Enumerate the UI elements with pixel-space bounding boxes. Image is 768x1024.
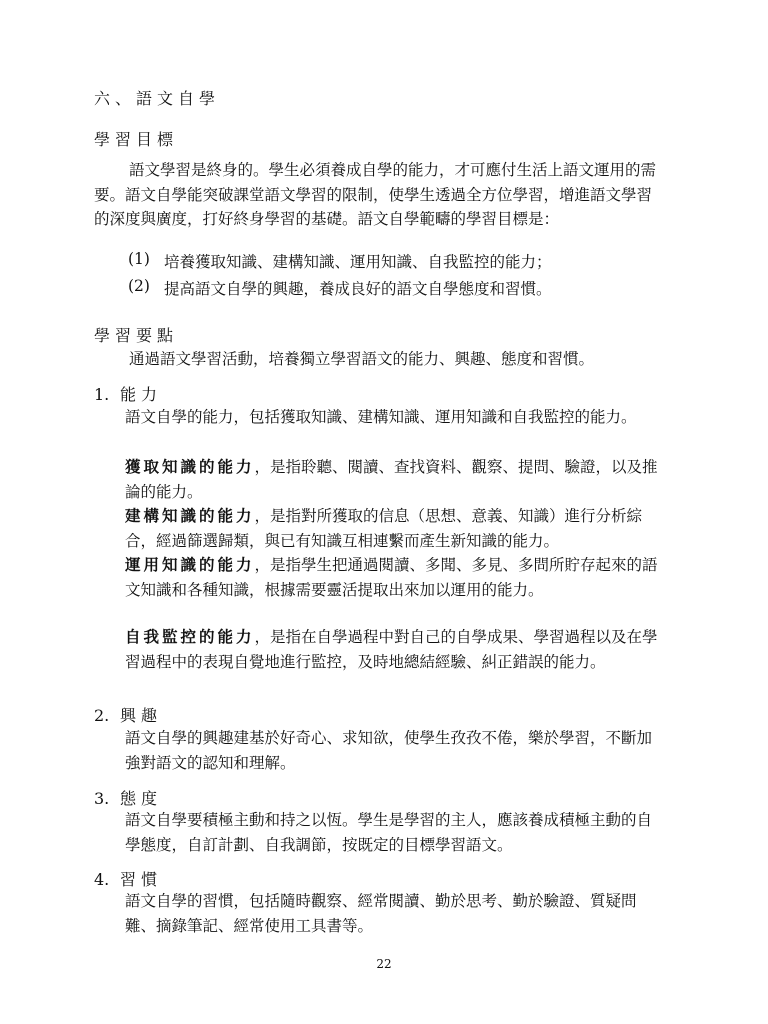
interest-heading (94, 703, 162, 726)
goal-item-number: (1) (128, 250, 150, 268)
interest-title: 興趣 (120, 706, 163, 725)
self-monitor-text: ，是指在自學過程中對自己的自學成果、學習過程以及在學習過程中的表現自覺地進行監控，及時地總結經驗、糾正錯誤的能力。 (125, 628, 658, 671)
attitude-number: 3. (94, 789, 110, 808)
apply-knowledge-text: ，是指學生把通過閱讀、多聞、多見、多問所貯存起來的語文知識和各種知識，根據需要靈活提取出來加以運用的能力。 (125, 556, 658, 599)
self-monitor-paragraph (125, 625, 665, 674)
page-number: 22 (376, 957, 392, 971)
apply-knowledge-paragraph (125, 553, 665, 602)
acquire-knowledge-paragraph (125, 455, 665, 504)
points-intro: 通過語文學習活動，培養獨立學習語文的能力、興趣、態度和習慣。 (129, 350, 595, 368)
self-monitor-term: 自我監控的能力 (125, 627, 255, 646)
construct-knowledge-text: ，是指對所獲取的信息（思想、意義、知識）進行分析綜合，經過篩選歸類，與已有知識互相連繫而產生新知識的能力。 (125, 507, 643, 550)
ability-heading (94, 382, 162, 405)
goals-intro: 語文學習是終身的。學生必須養成自學的能力，才可應付生活上語文運用的需要。語文自學能突破課堂語文學習的限制，使學生透過全方位學習，增進語文學習的深度與廣度，打好終身學習的基礎。語文自學範疇的學習目標是： (94, 161, 657, 228)
ability-intro: 語文自學的能力，包括獲取知識、建構知識、運用知識和自我監控的能力。 (125, 408, 637, 426)
ability-number: 1. (94, 385, 110, 404)
construct-knowledge-paragraph (125, 504, 665, 553)
goal-item-text: 提高語文自學的興趣，養成良好的語文自學態度和習慣。 (164, 280, 552, 298)
habits-heading (94, 867, 162, 890)
interest-text: 語文自學的興趣建基於好奇心、求知欲，使學生孜孜不倦，樂於學習，不斷加強對語文的認知和理解。 (125, 729, 653, 772)
habits-title: 習慣 (120, 870, 163, 889)
ability-title: 能力 (120, 385, 163, 404)
apply-knowledge-term: 運用知識的能力 (125, 555, 255, 574)
attitude-heading (94, 786, 162, 809)
section-title: 六、語文自學 (94, 89, 221, 108)
habits-text: 語文自學的習慣，包括隨時觀察、經常閱讀、勤於思考、勤於驗證、質疑問難、摘錄筆記、經常使用工具書等。 (125, 892, 637, 935)
goal-item-number: (2) (128, 277, 150, 295)
attitude-text: 語文自學要積極主動和持之以恆。學生是學習的主人，應該養成積極主動的自學態度，自訂計劃、自我調節，按既定的目標學習語文。 (125, 811, 653, 854)
acquire-knowledge-text: ，是指聆聽、閱讀、查找資料、觀察、提問、驗證，以及推論的能力。 (125, 458, 658, 501)
habits-number: 4. (94, 870, 110, 889)
construct-knowledge-term: 建構知識的能力 (125, 506, 255, 525)
goals-heading: 學習目標 (94, 130, 179, 149)
interest-number: 2. (94, 706, 110, 725)
points-heading: 學習要點 (94, 326, 179, 345)
acquire-knowledge-term: 獲取知識的能力 (125, 457, 255, 476)
goal-item-text: 培養獲取知識、建構知識、運用知識、自我監控的能力； (164, 253, 552, 271)
attitude-title: 態度 (120, 789, 163, 808)
